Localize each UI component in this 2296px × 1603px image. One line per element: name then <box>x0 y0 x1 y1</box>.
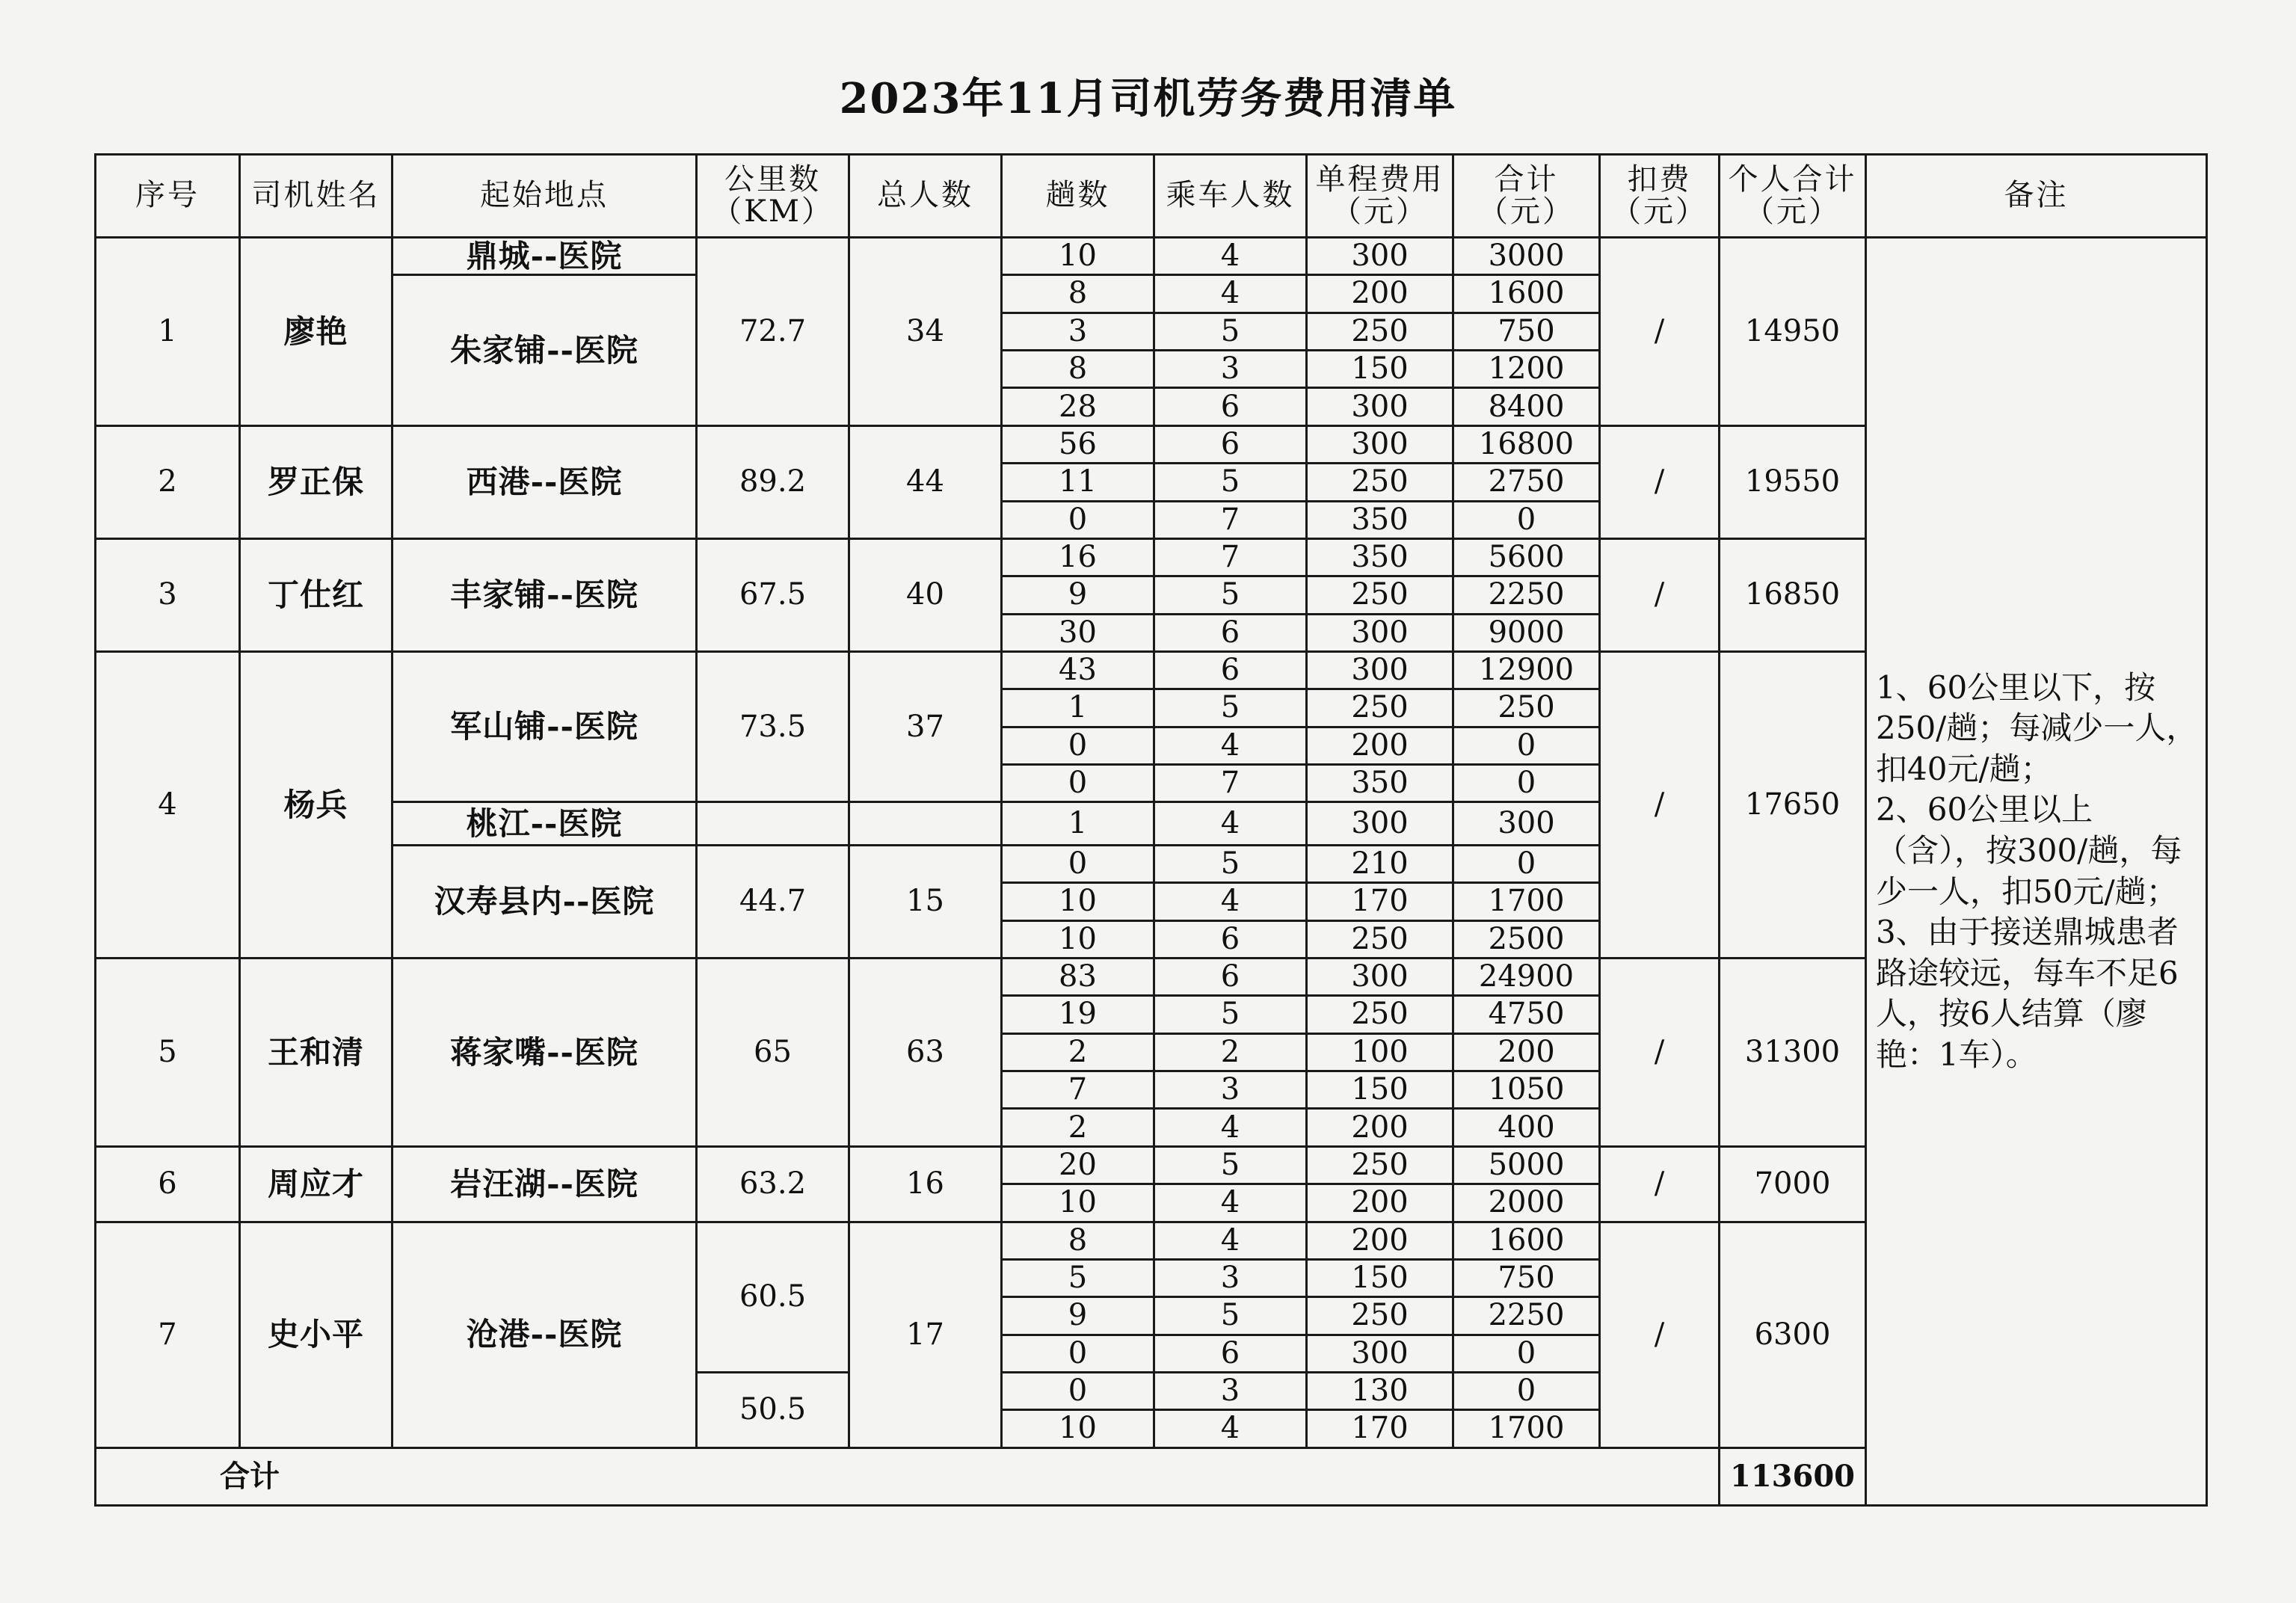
fare-cell: 130 <box>1307 1372 1453 1409</box>
notes-cell <box>1866 238 2207 1506</box>
subtotal-cell: 0 <box>1453 727 1600 764</box>
route-cell: 蒋家嘴--医院 <box>393 959 697 1147</box>
km-cell: 60.5 <box>697 1222 849 1372</box>
trips-cell: 8 <box>1002 351 1154 388</box>
subtotal-cell: 0 <box>1453 1372 1600 1409</box>
riders-cell: 4 <box>1154 727 1307 764</box>
fare-cell: 200 <box>1307 1109 1453 1146</box>
riders-cell: 3 <box>1154 1372 1307 1409</box>
riders-cell: 6 <box>1154 388 1307 425</box>
header-people: 总人数 <box>849 155 1002 238</box>
riders-cell: 4 <box>1154 883 1307 920</box>
fare-cell: 150 <box>1307 351 1453 388</box>
seq-cell: 7 <box>96 1222 240 1447</box>
note-line: 2、60公里以上（含），按300/趟，每少一人，扣50元/趟； <box>1876 791 2182 910</box>
people-cell: 40 <box>849 538 1002 651</box>
km-cell: 67.5 <box>697 538 849 651</box>
people-cell: 15 <box>849 845 1002 958</box>
header-seq: 序号 <box>96 155 240 238</box>
personal-total-cell: 31300 <box>1720 959 1866 1147</box>
riders-cell: 3 <box>1154 1259 1307 1296</box>
subtotal-cell: 16800 <box>1453 425 1600 463</box>
riders-cell: 4 <box>1154 1184 1307 1222</box>
trips-cell: 7 <box>1002 1071 1154 1109</box>
fare-cell: 350 <box>1307 501 1453 538</box>
deduct-cell: / <box>1600 959 1720 1147</box>
driver-name-cell: 王和清 <box>240 959 393 1147</box>
km-cell: 63.2 <box>697 1146 849 1222</box>
subtotal-cell: 2750 <box>1453 464 1600 501</box>
fare-cell: 300 <box>1307 1335 1453 1372</box>
km-cell: 72.7 <box>697 238 849 426</box>
fare-cell: 300 <box>1307 959 1453 996</box>
fare-cell: 250 <box>1307 920 1453 958</box>
note-line: 3、由于接送鼎城患者路途较远，每车不足6人，按6人结算（廖艳：1车）。 <box>1876 914 2179 1073</box>
riders-cell: 7 <box>1154 538 1307 576</box>
trips-cell: 56 <box>1002 425 1154 463</box>
fare-cell: 170 <box>1307 1410 1453 1447</box>
trips-cell: 10 <box>1002 883 1154 920</box>
trips-cell: 3 <box>1002 313 1154 350</box>
riders-cell: 4 <box>1154 1222 1307 1259</box>
driver-name-cell: 史小平 <box>240 1222 393 1447</box>
trips-cell: 0 <box>1002 765 1154 802</box>
riders-cell: 6 <box>1154 959 1307 996</box>
subtotal-cell: 1600 <box>1453 275 1600 313</box>
fare-cell: 170 <box>1307 883 1453 920</box>
route-cell: 鼎城--医院 <box>393 238 697 275</box>
people-cell: 17 <box>849 1222 1002 1447</box>
route-cell: 朱家铺--医院 <box>393 275 697 425</box>
route-cell: 西港--医院 <box>393 425 697 538</box>
fare-cell: 210 <box>1307 845 1453 882</box>
km-cell: 65 <box>697 959 849 1147</box>
fare-cell: 350 <box>1307 765 1453 802</box>
fare-cell: 300 <box>1307 238 1453 275</box>
riders-cell: 7 <box>1154 765 1307 802</box>
subtotal-cell: 300 <box>1453 802 1600 846</box>
subtotal-cell: 1050 <box>1453 1071 1600 1109</box>
route-cell: 沧港--医院 <box>393 1222 697 1447</box>
trips-cell: 28 <box>1002 388 1154 425</box>
subtotal-cell: 1700 <box>1453 1410 1600 1447</box>
subtotal-cell: 24900 <box>1453 959 1600 996</box>
subtotal-cell: 200 <box>1453 1033 1600 1071</box>
header-personal: 个人合计（元） <box>1720 155 1866 238</box>
riders-cell: 6 <box>1154 920 1307 958</box>
trips-cell: 8 <box>1002 275 1154 313</box>
trips-cell: 0 <box>1002 1372 1154 1409</box>
header-deduct: 扣费（元） <box>1600 155 1720 238</box>
subtotal-cell: 0 <box>1453 1335 1600 1372</box>
fare-cell: 200 <box>1307 1222 1453 1259</box>
fare-cell: 250 <box>1307 313 1453 350</box>
riders-cell: 3 <box>1154 351 1307 388</box>
route-cell: 汉寿县内--医院 <box>393 845 697 958</box>
trips-cell: 8 <box>1002 1222 1154 1259</box>
subtotal-cell: 1200 <box>1453 351 1600 388</box>
subtotal-cell: 0 <box>1453 845 1600 882</box>
driver-name-cell: 丁仕红 <box>240 538 393 651</box>
riders-cell: 5 <box>1154 1297 1307 1335</box>
riders-cell: 3 <box>1154 1071 1307 1109</box>
fare-cell: 200 <box>1307 275 1453 313</box>
seq-cell: 2 <box>96 425 240 538</box>
subtotal-cell: 250 <box>1453 689 1600 727</box>
personal-total-cell: 16850 <box>1720 538 1866 651</box>
header-row <box>96 155 2207 238</box>
fare-cell: 150 <box>1307 1071 1453 1109</box>
trips-cell: 0 <box>1002 1335 1154 1372</box>
subtotal-cell: 12900 <box>1453 651 1600 689</box>
riders-cell: 4 <box>1154 1109 1307 1146</box>
riders-cell: 4 <box>1154 238 1307 275</box>
subtotal-cell: 2500 <box>1453 920 1600 958</box>
riders-cell: 6 <box>1154 1335 1307 1372</box>
personal-total-cell: 19550 <box>1720 425 1866 538</box>
riders-cell: 2 <box>1154 1033 1307 1071</box>
page-title: 2023年11月司机劳务费用清单 <box>839 74 1457 123</box>
seq-cell: 3 <box>96 538 240 651</box>
deduct-cell: / <box>1600 1222 1720 1447</box>
trips-cell: 83 <box>1002 959 1154 996</box>
subtotal-cell: 1700 <box>1453 883 1600 920</box>
riders-cell: 7 <box>1154 501 1307 538</box>
header-driver: 司机姓名 <box>240 155 393 238</box>
trips-cell: 2 <box>1002 1033 1154 1071</box>
trips-cell: 0 <box>1002 501 1154 538</box>
subtotal-cell: 0 <box>1453 501 1600 538</box>
people-cell: 34 <box>849 238 1002 426</box>
trips-cell: 9 <box>1002 1297 1154 1335</box>
trips-cell: 0 <box>1002 727 1154 764</box>
route-cell: 桃江--医院 <box>393 802 697 846</box>
header-route: 起始地点 <box>393 155 697 238</box>
trips-cell: 20 <box>1002 1146 1154 1184</box>
deduct-cell: / <box>1600 651 1720 958</box>
subtotal-cell: 400 <box>1453 1109 1600 1146</box>
subtotal-cell: 1600 <box>1453 1222 1600 1259</box>
subtotal-cell: 4750 <box>1453 996 1600 1033</box>
fare-cell: 250 <box>1307 1297 1453 1335</box>
fare-cell: 350 <box>1307 538 1453 576</box>
fare-cell: 300 <box>1307 388 1453 425</box>
people-cell: 16 <box>849 1146 1002 1222</box>
grand-total-cell: 113600 <box>1720 1447 1866 1505</box>
personal-total-cell: 14950 <box>1720 238 1866 426</box>
fare-cell: 300 <box>1307 802 1453 846</box>
subtotal-cell: 2250 <box>1453 1297 1600 1335</box>
subtotal-cell: 5000 <box>1453 1146 1600 1184</box>
fare-cell: 250 <box>1307 464 1453 501</box>
deduct-cell: / <box>1600 238 1720 426</box>
trips-cell: 30 <box>1002 614 1154 651</box>
trips-cell: 16 <box>1002 538 1154 576</box>
km-cell: 89.2 <box>697 425 849 538</box>
header-km: 公里数（KM） <box>697 155 849 238</box>
riders-cell: 5 <box>1154 996 1307 1033</box>
subtotal-cell: 3000 <box>1453 238 1600 275</box>
deduct-cell: / <box>1600 1146 1720 1222</box>
fare-cell: 250 <box>1307 1146 1453 1184</box>
riders-cell: 5 <box>1154 464 1307 501</box>
fare-cell: 300 <box>1307 614 1453 651</box>
fare-cell: 250 <box>1307 689 1453 727</box>
route-cell: 岩汪湖--医院 <box>393 1146 697 1222</box>
riders-cell: 4 <box>1154 275 1307 313</box>
people-cell <box>849 802 1002 846</box>
deduct-cell: / <box>1600 538 1720 651</box>
fare-cell: 200 <box>1307 1184 1453 1222</box>
km-cell: 44.7 <box>697 845 849 958</box>
header-riders: 乘车人数 <box>1154 155 1307 238</box>
seq-cell: 1 <box>96 238 240 426</box>
fare-cell: 100 <box>1307 1033 1453 1071</box>
driver-name-cell: 周应才 <box>240 1146 393 1222</box>
fee-table-wrapper <box>94 153 2206 1507</box>
route-cell: 丰家铺--医院 <box>393 538 697 651</box>
seq-cell: 5 <box>96 959 240 1147</box>
trips-cell: 19 <box>1002 996 1154 1033</box>
trips-cell: 10 <box>1002 1184 1154 1222</box>
subtotal-cell: 5600 <box>1453 538 1600 576</box>
riders-cell: 5 <box>1154 845 1307 882</box>
deduct-cell: / <box>1600 425 1720 538</box>
riders-cell: 5 <box>1154 313 1307 350</box>
riders-cell: 5 <box>1154 689 1307 727</box>
trips-cell: 1 <box>1002 689 1154 727</box>
riders-cell: 6 <box>1154 425 1307 463</box>
personal-total-cell: 7000 <box>1720 1146 1866 1222</box>
driver-name-cell: 罗正保 <box>240 425 393 538</box>
table-row <box>96 238 2207 275</box>
trips-cell: 5 <box>1002 1259 1154 1296</box>
riders-cell: 5 <box>1154 576 1307 614</box>
km-cell: 50.5 <box>697 1372 849 1447</box>
driver-name-cell: 廖艳 <box>240 238 393 426</box>
personal-total-cell: 6300 <box>1720 1222 1866 1447</box>
people-cell: 44 <box>849 425 1002 538</box>
trips-cell: 11 <box>1002 464 1154 501</box>
fare-cell: 250 <box>1307 576 1453 614</box>
subtotal-cell: 2000 <box>1453 1184 1600 1222</box>
riders-cell: 4 <box>1154 802 1307 846</box>
fare-cell: 200 <box>1307 727 1453 764</box>
subtotal-cell: 9000 <box>1453 614 1600 651</box>
seq-cell: 4 <box>96 651 240 958</box>
km-cell: 73.5 <box>697 651 849 802</box>
trips-cell: 10 <box>1002 920 1154 958</box>
subtotal-cell: 8400 <box>1453 388 1600 425</box>
riders-cell: 5 <box>1154 1146 1307 1184</box>
header-notes: 备注 <box>1866 155 2207 238</box>
people-cell: 63 <box>849 959 1002 1147</box>
header-fare: 单程费用（元） <box>1307 155 1453 238</box>
fare-cell: 250 <box>1307 996 1453 1033</box>
note-line: 1、60公里以下，按250/趟；每减少一人，扣40元/趟； <box>1876 668 2198 787</box>
people-cell: 37 <box>849 651 1002 802</box>
trips-cell: 1 <box>1002 802 1154 846</box>
fare-cell: 300 <box>1307 651 1453 689</box>
fare-cell: 150 <box>1307 1259 1453 1296</box>
subtotal-cell: 2250 <box>1453 576 1600 614</box>
trips-cell: 0 <box>1002 845 1154 882</box>
header-trips: 趟数 <box>1002 155 1154 238</box>
fare-cell: 300 <box>1307 425 1453 463</box>
fee-table <box>94 153 2208 1507</box>
riders-cell: 6 <box>1154 651 1307 689</box>
trips-cell: 43 <box>1002 651 1154 689</box>
header-subtotal: 合计（元） <box>1453 155 1600 238</box>
riders-cell: 6 <box>1154 614 1307 651</box>
subtotal-cell: 750 <box>1453 1259 1600 1296</box>
route-cell: 军山铺--医院 <box>393 651 697 802</box>
seq-cell: 6 <box>96 1146 240 1222</box>
total-label-cell: 合计 <box>96 1447 1720 1505</box>
trips-cell: 10 <box>1002 238 1154 275</box>
personal-total-cell: 17650 <box>1720 651 1866 958</box>
subtotal-cell: 750 <box>1453 313 1600 350</box>
riders-cell: 4 <box>1154 1410 1307 1447</box>
trips-cell: 10 <box>1002 1410 1154 1447</box>
subtotal-cell: 0 <box>1453 765 1600 802</box>
driver-name-cell: 杨兵 <box>240 651 393 958</box>
trips-cell: 9 <box>1002 576 1154 614</box>
km-cell <box>697 802 849 846</box>
trips-cell: 2 <box>1002 1109 1154 1146</box>
